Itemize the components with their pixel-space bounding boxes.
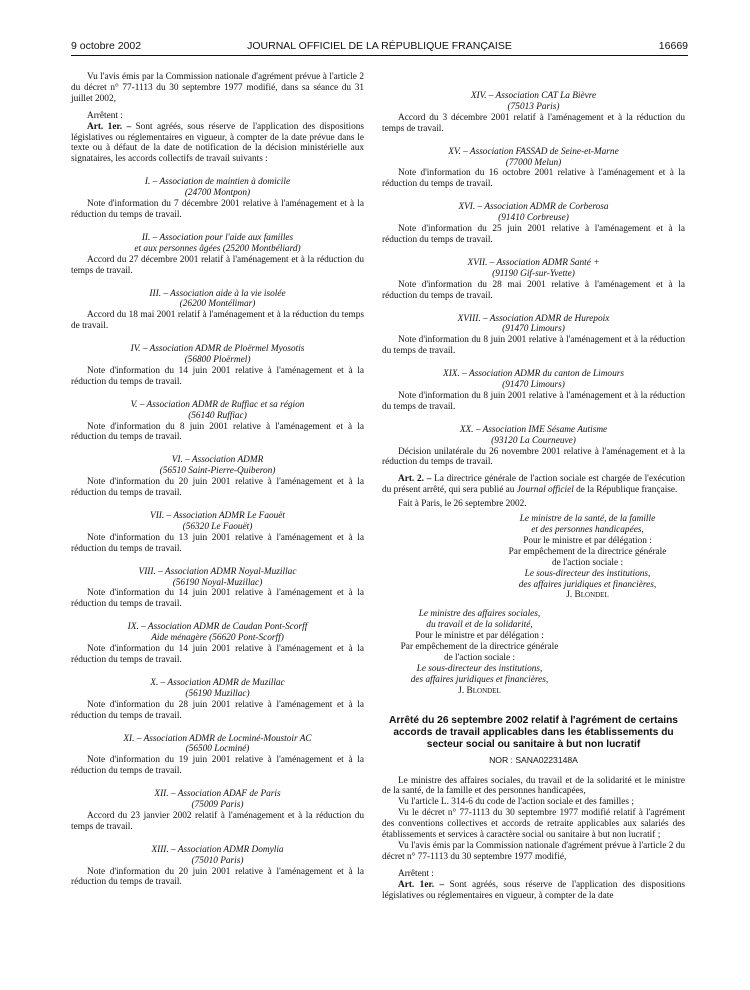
section-xvii — [382, 258, 685, 302]
article-1-text: Sont agréés, sous réserve de l'application des dispositions législatives ou réglementaires en vigueur, à compter de la date — [382, 879, 685, 901]
signature-block-1 — [490, 514, 685, 601]
signature-line: Le ministre de la santé, de la famille — [519, 514, 656, 525]
section-title: III. – Association aide à la vie isolée — [149, 288, 286, 299]
section-text: Note d'information du 19 juin 2001 relative à l'aménagement et à la réduction du temps de travail. — [71, 755, 364, 777]
signature-line: des affaires juridiques et financières, — [410, 674, 549, 685]
signature-line: Par empêchement de la directrice générale — [400, 642, 559, 653]
article-1 — [71, 122, 364, 166]
section-text: Accord du 27 décembre 2001 relatif à l'aménagement et à la réduction du temps de travail. — [71, 254, 364, 276]
section-place: (93120 La Courneuve) — [491, 435, 576, 446]
section-title: IV. – Association ADMR de Ploërmel Myosotis — [130, 344, 305, 355]
section-text: Note d'information du 14 juin 2001 relative à l'aménagement et à la réduction du temps de travail. — [71, 365, 364, 387]
intro-paragraph: Vu l'avis émis par la Commission nationale d'agrément prévue à l'article 2 du décret n° 77-1113 du 30 septembre 1977 modifié, dans sa séance du 31 juillet 2002, — [71, 72, 364, 104]
section-xiii — [71, 845, 364, 889]
signatory-name: J. Blondel — [566, 590, 609, 601]
section-title: IX. – Association ADMR de Caudan Pont-Scorff — [127, 622, 308, 633]
section-place: (56800 Ploërmel) — [184, 355, 251, 366]
section-text: Note d'information du 20 juin 2001 relative à l'aménagement et à la réduction du temps de travail. — [71, 866, 364, 888]
signature-line: de l'action sociale : — [443, 652, 516, 663]
nor-reference: NOR : SANA0223148A — [489, 754, 578, 765]
section-title: I. – Association de maintien à domicile — [144, 177, 291, 188]
section-text: Décision unilatérale du 26 novembre 2001 relative à l'aménagement et à la réduction du temps de travail. — [382, 446, 685, 468]
section-text: Note d'information du 16 octobre 2001 relative à l'aménagement et à la réduction du temps de travail. — [382, 168, 685, 190]
section-xix — [382, 369, 685, 413]
article-2-label: Art. 2. – — [398, 474, 432, 485]
section-title: XIX. – Association ADMR du canton de Limours — [443, 369, 624, 380]
section-ii — [71, 233, 364, 277]
section-xiv — [382, 91, 685, 135]
section-place: (75009 Paris) — [191, 800, 244, 811]
section-title: V. – Association ADMR de Ruffiac et sa région — [130, 399, 305, 410]
article-2-text-b: de la République française. — [573, 485, 678, 496]
section-place: (91470 Limours) — [502, 324, 565, 335]
article-2 — [382, 474, 685, 496]
section-title: XII. – Association ADAF de Paris — [154, 789, 281, 800]
signature-line: Pour le ministre et par délégation : — [523, 535, 652, 546]
signature-line: de l'action sociale : — [551, 557, 624, 568]
section-place: (56190 Noyal-Muzillac) — [172, 577, 263, 588]
section-place: (24700 Montpon) — [184, 188, 251, 199]
section-title: XX. – Association IME Sésame Autisme — [459, 424, 608, 435]
section-iii — [71, 289, 364, 333]
section-text: Note d'information du 8 juin 2001 relative à l'aménagement et à la réduction du temps de travail. — [382, 335, 685, 357]
section-place: (26200 Montélimar) — [179, 299, 256, 310]
signature-block-2 — [382, 609, 577, 696]
signature-line: Le sous-directeur des institutions, — [524, 568, 651, 579]
right-column — [382, 91, 685, 901]
left-column — [71, 72, 364, 888]
article-1-label: Art. 1er. – — [398, 879, 445, 890]
arretent-line: Arrêtent : — [87, 110, 123, 121]
section-place: (56320 Le Faouët) — [182, 521, 253, 532]
section-xx — [382, 425, 685, 469]
header-rule — [71, 55, 688, 56]
section-place: (56140 Ruffiac) — [188, 410, 247, 421]
section-text: Accord du 18 mai 2001 relatif à l'aménagement et à la réduction du temps de travail. — [71, 310, 364, 332]
section-title: VI. – Association ADMR — [171, 455, 264, 466]
signature-line: Le ministre des affaires sociales, — [418, 609, 541, 620]
section-xii — [71, 789, 364, 833]
section-title: VII. – Association ADMR Le Faouët — [150, 511, 285, 521]
section-title: VIII. – Association ADMR Noyal-Muzillac — [138, 566, 297, 577]
section-text: Note d'information du 25 juin 2001 relative à l'aménagement et à la réduction du temps de travail. — [382, 224, 685, 245]
section-xv — [382, 147, 685, 191]
article-2-journal: Journal officiel — [516, 485, 574, 496]
section-viii — [71, 567, 364, 611]
section-text: Note d'information du 28 mai 2001 relative à l'aménagement et à la réduction du temps de travail. — [382, 279, 685, 301]
article-1-second — [382, 880, 685, 902]
section-text: Note d'information du 7 décembre 2001 relative à l'aménagement et à la réduction du temps de travail. — [71, 199, 364, 220]
signature-line: du travail et de la solidarité, — [426, 620, 533, 631]
section-vii — [71, 511, 364, 555]
section-place: (56510 Saint-Pierre-Quiberon) — [159, 466, 276, 477]
section-ix — [71, 622, 364, 666]
section-title: XVI. – Association ADMR de Corberosa — [458, 202, 609, 213]
header-page-number: 16669 — [658, 40, 688, 52]
signature-line: et des personnes handicapées, — [531, 525, 644, 535]
section-title: II. – Association pour l'aide aux familles — [141, 232, 294, 243]
header-journal-title: JOURNAL OFFICIEL DE LA RÉPUBLIQUE FRANÇAISE — [247, 40, 512, 52]
section-text: Note d'information du 28 juin 2001 relative à l'aménagement et à la réduction du temps de travail. — [71, 699, 364, 721]
signature-line: Pour le ministre et par délégation : — [415, 631, 544, 642]
section-text: Note d'information du 13 juin 2001 relative à l'aménagement et à la réduction du temps de travail. — [71, 532, 364, 554]
preamble-vu-code: Vu l'article L. 314-6 du code de l'action sociale et des familles ; — [398, 797, 634, 808]
section-title: XIII. – Association ADMR Domylia — [151, 844, 284, 855]
section-xvi — [382, 202, 685, 246]
section-text: Note d'information du 8 juin 2001 relative à l'aménagement et à la réduction du temps de travail. — [382, 390, 685, 412]
section-place: (91410 Corbreuse) — [498, 213, 569, 224]
section-title-2: et aux personnes âgées (25200 Montbéliard) — [134, 243, 301, 254]
section-xi — [71, 734, 364, 778]
arrete-title: Arrêté du 26 septembre 2002 relatif à l'agrément de certains accords de travail applicables dans les établissements du secteur social ou sanitaire à but non lucratif — [389, 714, 678, 750]
section-title: X. – Association ADMR de Muzillac — [150, 677, 285, 688]
signature-line: Par empêchement de la directrice générale — [508, 546, 667, 557]
article-2-text-a: La directrice générale de l'action sociale est chargée de l'exécution du présent arrêté, qui sera publié au — [382, 474, 685, 496]
signature-line: Le sous-directeur des institutions, — [416, 663, 543, 674]
section-place: (91190 Gif-sur-Yvette) — [492, 268, 575, 279]
section-text: Accord du 23 janvier 2002 relatif à l'aménagement et à la réduction du temps de travail. — [71, 810, 364, 832]
preamble-vu-avis: Vu l'avis émis par la Commission nationale d'agrément prévue à l'article 2 du décret n° 77-1113 du 30 septembre 1977 modifié, — [382, 840, 685, 862]
section-place: (91470 Limours) — [502, 380, 565, 391]
section-place: (75013 Paris) — [507, 101, 560, 112]
section-place: (56190 Muzillac) — [185, 688, 250, 699]
section-text: Note d'information du 14 juin 2001 relative à l'aménagement et à la réduction du temps de travail. — [71, 588, 364, 610]
preamble-ministers: Le ministre des affaires sociales, du travail et de la solidarité et le ministre de la santé, de la famille et des personnes handicapées, — [382, 775, 685, 797]
section-vi — [71, 455, 364, 499]
section-text: Note d'information du 20 juin 2001 relative à l'aménagement et à la réduction du temps de travail. — [71, 477, 364, 499]
article-1-text: Sont agréés, sous réserve de l'application des dispositions législatives ou réglementaires en vigueur, à compter de la date prévue dans le texte ou à défaut de la date de notification de la décision ministérielle aux signataires, les accords collectifs de travail suivants : — [71, 121, 364, 165]
section-place: (77000 Melun) — [505, 157, 562, 168]
section-place: (56500 Locminé) — [185, 744, 250, 755]
section-title: XI. – Association ADMR de Locminé-Moustoir AC — [123, 733, 312, 744]
preamble-vu-decret: Vu le décret n° 77-1113 du 30 septembre 1977 modifié relatif à l'agrément des conventions collectives et accords de retraite applicables aux salariés des établissements et services à caractère social ou sanitaire à but non lucratif ; — [382, 808, 685, 841]
section-x — [71, 678, 364, 722]
fait-a-paris: Fait à Paris, le 26 septembre 2002. — [398, 499, 527, 510]
section-iv — [71, 344, 364, 388]
arretent-line: Arrêtent : — [398, 868, 434, 879]
section-place: Aide ménagère (56620 Pont-Scorff) — [151, 633, 284, 644]
section-xviii — [382, 314, 685, 358]
section-text: Note d'information du 8 juin 2001 relative à l'aménagement et à la réduction du temps de travail. — [71, 421, 364, 443]
section-place: (75010 Paris) — [191, 855, 244, 866]
header-date: 9 octobre 2002 — [71, 40, 142, 52]
signature-line: des affaires juridiques et financières, — [518, 579, 657, 590]
article-1-label: Art. 1er. – — [87, 121, 132, 132]
signatory-name: J. Blondel — [458, 685, 501, 696]
section-v — [71, 400, 364, 444]
section-text: Accord du 3 décembre 2001 relatif à l'aménagement et à la réduction du temps de travail. — [382, 112, 685, 134]
section-i — [71, 177, 364, 221]
section-text: Note d'information du 14 juin 2001 relative à l'aménagement et à la réduction du temps de travail. — [71, 644, 364, 665]
section-title: XIV. – Association CAT La Bièvre — [470, 91, 597, 101]
page-header — [71, 40, 688, 54]
section-title: XV. – Association FASSAD de Seine-et-Marne — [448, 146, 619, 157]
section-title: XVII. – Association ADMR Santé + — [467, 257, 600, 268]
section-title: XVIII. – Association ADMR de Hurepoix — [457, 313, 610, 324]
